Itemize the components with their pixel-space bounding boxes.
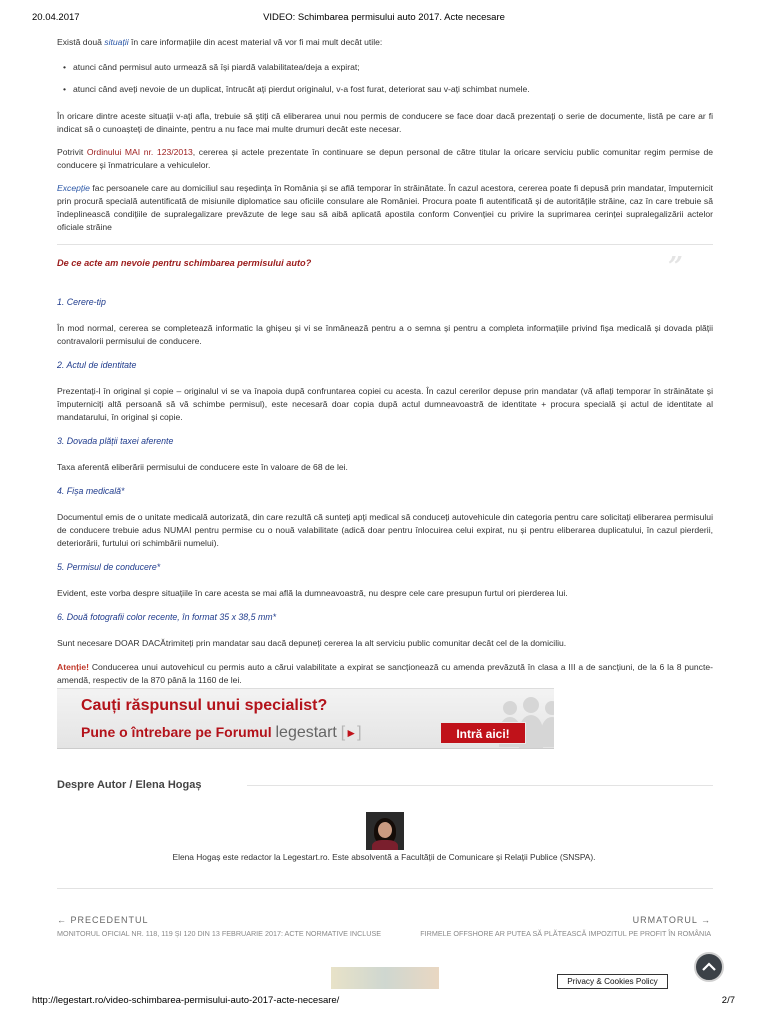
item-text-5: Evident, este vorba despre situațiile în care acesta se mai află la dumneavoastră, nu despre cele care presupun furtul ori pierderea lui. bbox=[57, 588, 568, 598]
item-heading-5: 5. Permisul de conducere* bbox=[57, 562, 161, 572]
item-heading-6: 6. Două fotografii color recente, în format 35 x 38,5 mm* bbox=[57, 612, 277, 622]
ordin-mai-link[interactable]: Ordinului MAI nr. 123/2013 bbox=[86, 147, 193, 157]
intro-paragraph bbox=[57, 36, 713, 49]
banner-bracket-right: ] bbox=[357, 724, 362, 741]
banner-brand: legestart bbox=[275, 724, 337, 741]
item-heading-3: 3. Dovada plății taxei aferente bbox=[57, 436, 174, 446]
item-text-6: Sunt necesare DOAR DACĂtrimiteți prin mandatar sau dacă depuneți cererea la alt serviciu public comunitar decât cel de la domiciliu. bbox=[57, 638, 567, 648]
item-text-2: Prezentați-l în original și copie – originalul vi se va înapoia după confruntarea copiei cu acesta. În cazul cererilor depuse prin mandatar (vă aflați temporar în străinătate și împuterniciți altă persoană să vă schimbe permisul), este necesară doar copia după actul dumneavoastră de identitate + procura specială și actul de identitate al mandatarului, în original și copie. bbox=[57, 386, 713, 422]
chevron-up-icon bbox=[702, 961, 716, 973]
situatii-link[interactable]: situații bbox=[104, 37, 129, 47]
exceptie-text: fac persoanele care au domiciliul sau reședința în România și se află temporar în străinătate. În cazul acestora, cererea poate fi depusă prin mandatar, împuternicit prin procură specială autentificată de misiunile diplomatice sau oficiile consulare ale României. Procura poate fi autentificată și de autoritățile străine, caz în care trebuie să îndeplinească condițiile de supralegalizare prevăzute de lege sau să aibă aplicată apostila conform Convenției cu privire la suprimarea cerinței supralegalizării actelor oficiale străine bbox=[57, 183, 713, 232]
print-page-number: 2/7 bbox=[721, 995, 735, 1006]
author-bio: Elena Hogaș este redactor la Legestart.ro. Este absolventă a Facultății de Comunicare și Relații Publice (SNSPA). bbox=[172, 852, 596, 862]
author-heading bbox=[57, 779, 713, 791]
print-page-title: VIDEO: Schimbarea permisului auto 2017. Acte necesare bbox=[263, 12, 505, 23]
author-divider bbox=[247, 785, 713, 786]
nav-divider bbox=[57, 888, 713, 889]
ordin-text-after: , cererea și actele prezentate în continuare se depun personal de către titular la oricare serviciu public comunitar regim permise de conducere și înmatriculare a vehiculelor. bbox=[57, 147, 714, 170]
item-text-3: Taxa aferentă eliberării permisului de conducere este în valoare de 68 de lei. bbox=[57, 462, 348, 472]
play-icon: ► bbox=[345, 726, 358, 740]
exceptie-link[interactable]: Excepție bbox=[57, 183, 90, 193]
banner-cta-button[interactable]: Intră aici! bbox=[440, 722, 526, 744]
prev-post-title[interactable]: MONITORUL OFICIAL NR. 118, 119 ȘI 120 DIN 13 FEBRUARIE 2017: ACTE NORMATIVE INCLUSE bbox=[57, 929, 382, 938]
item-heading-2: 2. Actul de identitate bbox=[57, 360, 137, 370]
banner-bracket-left: [ bbox=[340, 724, 346, 741]
forum-banner[interactable] bbox=[57, 688, 554, 749]
ordin-paragraph bbox=[57, 146, 713, 172]
print-date: 20.04.2017 bbox=[32, 12, 80, 23]
next-post-title[interactable]: FIRMELE OFFSHORE AR PUTEA SĂ PLĂTEASCĂ IMPOZITUL PE PROFIT ÎN ROMÂNIA bbox=[420, 929, 711, 938]
print-header bbox=[0, 12, 768, 26]
warning-paragraph bbox=[57, 661, 713, 687]
quote-icon: ” bbox=[668, 252, 683, 282]
section-question bbox=[57, 252, 713, 282]
exceptie-paragraph bbox=[57, 182, 713, 234]
article-body bbox=[57, 36, 713, 698]
item-text-1: În mod normal, cererea se completează informatic la ghișeu și vi se înmânează pentru a o semna și pentru a completa informațiile privind fișa medicală și dovada plății contravalorii permisului de conducere. bbox=[57, 323, 713, 346]
prev-post-link[interactable]: ← PRECEDENTUL bbox=[57, 915, 149, 925]
banner-headline: Cauți răspunsul unui specialist? bbox=[81, 697, 328, 714]
related-thumbnail[interactable] bbox=[331, 967, 439, 989]
warning-text: Conducerea unui autovehicul cu permis auto a cărui valabilitate a expirat se sancționează cu amenda prevăzută în clasa a III a de sancțiuni, de la 6 la 8 puncte-amendă, respectiv de la 870 până la 1160 de lei. bbox=[57, 662, 713, 685]
next-post-link[interactable]: URMATORUL → bbox=[632, 915, 711, 925]
item-heading-1: 1. Cerere-tip bbox=[57, 297, 106, 307]
warning-label: Atenție! bbox=[57, 662, 89, 672]
section-divider bbox=[57, 244, 713, 245]
intro-text-after: în care informațiile din acest material vă vor fi mai mult decât utile: bbox=[128, 37, 383, 47]
item-heading-4: 4. Fișa medicală* bbox=[57, 486, 125, 496]
banner-subline bbox=[81, 724, 362, 742]
list-item: • atunci când permisul auto urmează să își piardă valabilitatea/deja a expirat; bbox=[73, 61, 713, 74]
print-url: http://legestart.ro/video-schimbarea-permisului-auto-2017-acte-necesare/ bbox=[32, 995, 340, 1006]
item-text-4: Documentul emis de o unitate medicală autorizată, din care rezultă că sunteți apți medical să conduceți autovehicule din categoria pentru care solicitați eliberarea permisului de conducere trebuie adus NUMAI pentru permise cu o nouă valabilitate (adică doar pentru înlocuirea celui expirat, nu și pentru eliberarea duplicatului, în cazul pierderii, deteriorării, furtului ori schimbării numelui). bbox=[57, 512, 713, 548]
ordin-text-before: Potrivit bbox=[57, 147, 87, 157]
documents-paragraph: În oricare dintre aceste situații v-ați afla, trebuie să știți că eliberarea unui nou permis de conducere se face doar dacă prezentați o serie de documente, listă pe care ar fi indicat să o cunoașteți de dinainte, pentru a nu face mai multe drumuri decât este necesar. bbox=[57, 111, 713, 134]
author-heading-text: Despre Autor / Elena Hogaș bbox=[57, 779, 202, 791]
banner-subline-text: Pune o întrebare pe Forumul bbox=[81, 724, 272, 740]
scroll-to-top-button[interactable] bbox=[694, 952, 724, 982]
intro-text-before: Există două bbox=[57, 37, 105, 47]
situations-list bbox=[73, 61, 713, 96]
privacy-cookies-button[interactable]: Privacy & Cookies Policy bbox=[557, 974, 668, 989]
question-text: De ce acte am nevoie pentru schimbarea permisului auto? bbox=[57, 258, 312, 268]
avatar[interactable] bbox=[366, 812, 404, 850]
list-item: • atunci când aveți nevoie de un duplicat, întrucât ați pierdut originalul, v-a fost furat, deteriorat sau v-ați schimbat numele. bbox=[73, 83, 713, 96]
